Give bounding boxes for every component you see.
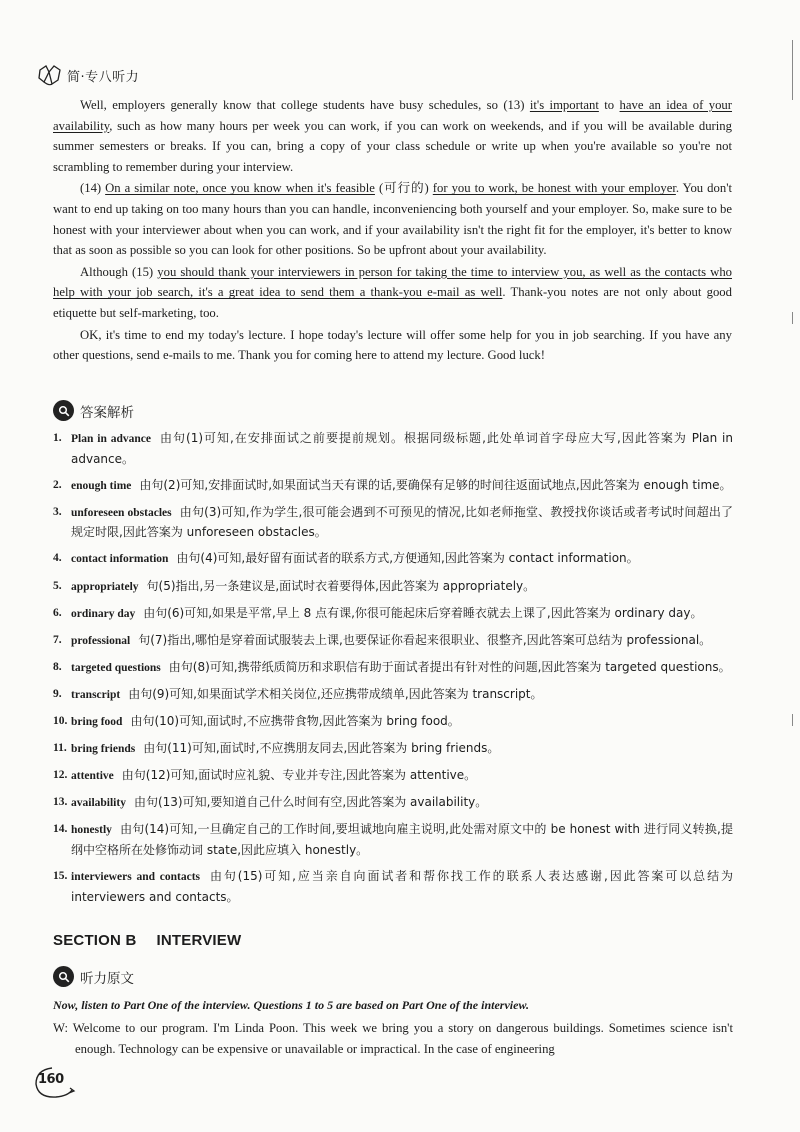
underlined-text: it's important	[529, 98, 599, 112]
answer-key: Plan in advance	[71, 433, 151, 445]
answer-key: bring food	[71, 716, 123, 729]
passage-text: Well, employers generally know that college students have busy schedules, so (13)	[80, 98, 530, 112]
answer-number: 4.	[53, 552, 62, 565]
book-logo-icon	[36, 62, 64, 88]
answer-number: 9.	[53, 687, 62, 700]
answer-number: 8.	[53, 660, 62, 673]
answer-explanation: 由句(15)可知,应当亲自向面试者和帮你找工作的联系人表达感谢,因此答案可以总结为 interviewers and contacts。	[71, 869, 734, 904]
speaker-label: W:	[53, 1021, 69, 1035]
listening-instruction: Now, listen to Part One of the interview. Questions 1 to 5 are based on Part One of the interview.	[53, 998, 530, 1012]
answer-key: targeted questions	[71, 661, 161, 674]
answer-item	[53, 577, 733, 598]
answer-key: transcript	[71, 688, 121, 701]
margin-line	[792, 40, 793, 100]
answer-item	[53, 604, 733, 625]
answer-number: 12.	[53, 769, 68, 782]
answer-number: 6.	[53, 606, 62, 619]
section-label: SECTION B	[53, 932, 137, 949]
section-b-title	[53, 932, 241, 949]
answer-explanation: 由句(6)可知,如果是平常,早上 8 点有课,你很可能起床后穿着睡衣就去上课了,因此答案为 ordinary day。	[143, 605, 703, 620]
answer-key: enough time	[71, 479, 132, 492]
answer-explanation: 由句(8)可知,携带纸质简历和求职信有助于面试者提出有针对性的问题,因此答案为 targeted questions。	[168, 659, 731, 674]
answers-list	[53, 429, 733, 914]
transcript-heading	[53, 966, 134, 987]
answer-item	[53, 549, 733, 570]
section-title: INTERVIEW	[156, 932, 242, 949]
answer-explanation: 由句(9)可知,如果面试学术相关岗位,还应携带成绩单,因此答案为 transcript。	[128, 686, 543, 701]
answer-explanation: 由句(11)可知,面试时,不应携朋友同去,因此答案为 bring friends。	[143, 741, 500, 756]
magnifier-icon	[53, 400, 74, 421]
lecture-passage	[53, 95, 732, 367]
answer-number: 11.	[53, 742, 67, 755]
answer-item	[53, 793, 733, 814]
passage-text: (可行的)	[374, 181, 433, 196]
answer-item	[53, 658, 733, 679]
answer-explanation: 由句(12)可知,面试时应礼貌、专业并专注,因此答案为 attentive。	[121, 768, 477, 783]
answer-explanation: 由句(10)可知,面试时,不应携带食物,因此答案为 bring food。	[130, 714, 460, 729]
answer-explanation: 句(7)指出,哪怕是穿着面试服装去上课,也要保证你看起来很职业、很整齐,因此答案可总结为 professional。	[138, 632, 712, 647]
answer-item	[53, 739, 733, 760]
answer-key: attentive	[71, 770, 114, 783]
passage-paragraph	[53, 178, 732, 260]
underlined-text: for you to work, be honest with your employer	[432, 181, 676, 196]
answers-heading-label: 答案解析	[80, 404, 134, 421]
transcript-heading-label: 听力原文	[80, 970, 134, 987]
header-title: 简·专八听力	[67, 69, 140, 85]
underlined-text: have an idea of your availability	[53, 98, 733, 133]
answer-key: unforeseen obstacles	[71, 506, 172, 519]
passage-text: Although (15)	[80, 264, 158, 279]
answer-item	[53, 712, 733, 733]
margin-line	[792, 312, 793, 324]
answer-item	[53, 503, 733, 543]
answer-number: 14.	[53, 823, 68, 836]
passage-text: (14)	[80, 181, 106, 196]
answer-key: contact information	[71, 553, 169, 566]
answers-heading	[53, 400, 134, 421]
answer-item	[53, 631, 733, 652]
answer-key: professional	[71, 634, 131, 647]
answer-key: ordinary day	[71, 607, 136, 620]
answer-explanation: 由句(13)可知,要知道自己什么时间有空,因此答案为 availability。	[133, 795, 488, 810]
answer-item	[53, 766, 733, 787]
answer-explanation: 由句(2)可知,安排面试时,如果面试当天有课的话,要确保有足够的时间往返面试地点,因此答案为 enough time。	[139, 477, 732, 492]
dialog-line	[53, 1018, 733, 1060]
magnifier-icon	[53, 966, 74, 987]
passage-paragraph	[53, 262, 732, 324]
underlined-text: you should thank your interviewers in person for taking the time to interview you, as well as the contacts who help with your job search, it's a great idea to send them a thank-you e-mail as well	[53, 264, 733, 300]
answer-item	[53, 820, 733, 860]
margin-line	[792, 714, 793, 726]
answer-item	[53, 685, 733, 706]
page-number-text: 160	[38, 1072, 64, 1087]
passage-text: . You don't want to end up taking on too many hours than you can handle, inconveniencing both yourself and your employer. So, make sure to be honest with your interviewer about when you can work, and if your availability isn't the right fit for the employer, it's better to know that as soon as possible so you can look for other positions. So be upfront about your availability.	[53, 181, 733, 258]
answer-number: 1.	[53, 432, 62, 444]
answer-key: bring friends	[71, 743, 136, 756]
answer-explanation: 由句(1)可知,在安排面试之前要提前规划。根据同级标题,此处单词首字母应大写,因此答案为 Plan in advance。	[71, 431, 733, 466]
answer-number: 3.	[53, 505, 62, 518]
answer-explanation: 由句(4)可知,最好留有面试者的联系方式,方便通知,因此答案为 contact information。	[176, 551, 639, 566]
answer-explanation: 由句(3)可知,作为学生,很可能会遇到不可预见的情况,比如老师拖堂、教授找你谈话或者考试时间超出了规定时限,因此答案为 unforeseen obstacles。	[71, 504, 734, 540]
dialog-text: Welcome to our program. I'm Linda Poon. This week we bring you a story on dangerous buildings. Sometimes science isn't enough. Technology can be expensive or unavailable or impractical. In the case of engineering	[72, 1021, 733, 1056]
answer-key: interviewers and contacts	[71, 871, 201, 884]
page-header	[36, 62, 139, 88]
page-number	[30, 1064, 82, 1104]
passage-text: . Thank-you notes are not only about good etiquette but self-marketing, too.	[53, 285, 732, 320]
answer-explanation: 句(5)指出,另一条建议是,面试时衣着要得体,因此答案为 appropriately。	[146, 578, 536, 593]
passage-paragraph: OK, it's time to end my today's lecture. I hope today's lecture will offer some help for you in job searching. If you have any other questions, send e-mails to me. Thank you for coming here to attend my lecture. Good luck!	[53, 327, 732, 363]
answer-key: honestly	[71, 824, 112, 837]
passage-text: to	[598, 98, 620, 112]
answer-explanation: 由句(14)可知,一旦确定自己的工作时间,要坦诚地向雇主说明,此处需对原文中的 be honest with 进行同义转换,提纲中空格所在处修饰动词 state,因此应填入 honestly。	[71, 822, 733, 857]
answer-key: availability	[71, 797, 126, 810]
answer-number: 2.	[53, 478, 62, 491]
passage-paragraph	[53, 95, 732, 177]
answer-number: 10.	[53, 715, 68, 728]
underlined-text: On a similar note, once you know when it's feasible	[105, 181, 375, 196]
passage-text: , such as how many hours per week you can work, if you can work on weekends, and if you will be available during summer semesters or breaks. If you can, bring a copy of your class schedule or write up when you're available so you're not scrambling to remember during your interview.	[53, 118, 732, 174]
answer-item	[53, 476, 733, 497]
answer-item	[53, 867, 733, 907]
answer-number: 15.	[53, 870, 68, 883]
answer-number: 7.	[53, 633, 62, 646]
interview-transcript	[53, 1018, 733, 1060]
answer-key: appropriately	[71, 580, 139, 593]
answer-item	[53, 429, 733, 469]
answer-number: 13.	[53, 796, 68, 809]
answer-number: 5.	[53, 579, 62, 592]
